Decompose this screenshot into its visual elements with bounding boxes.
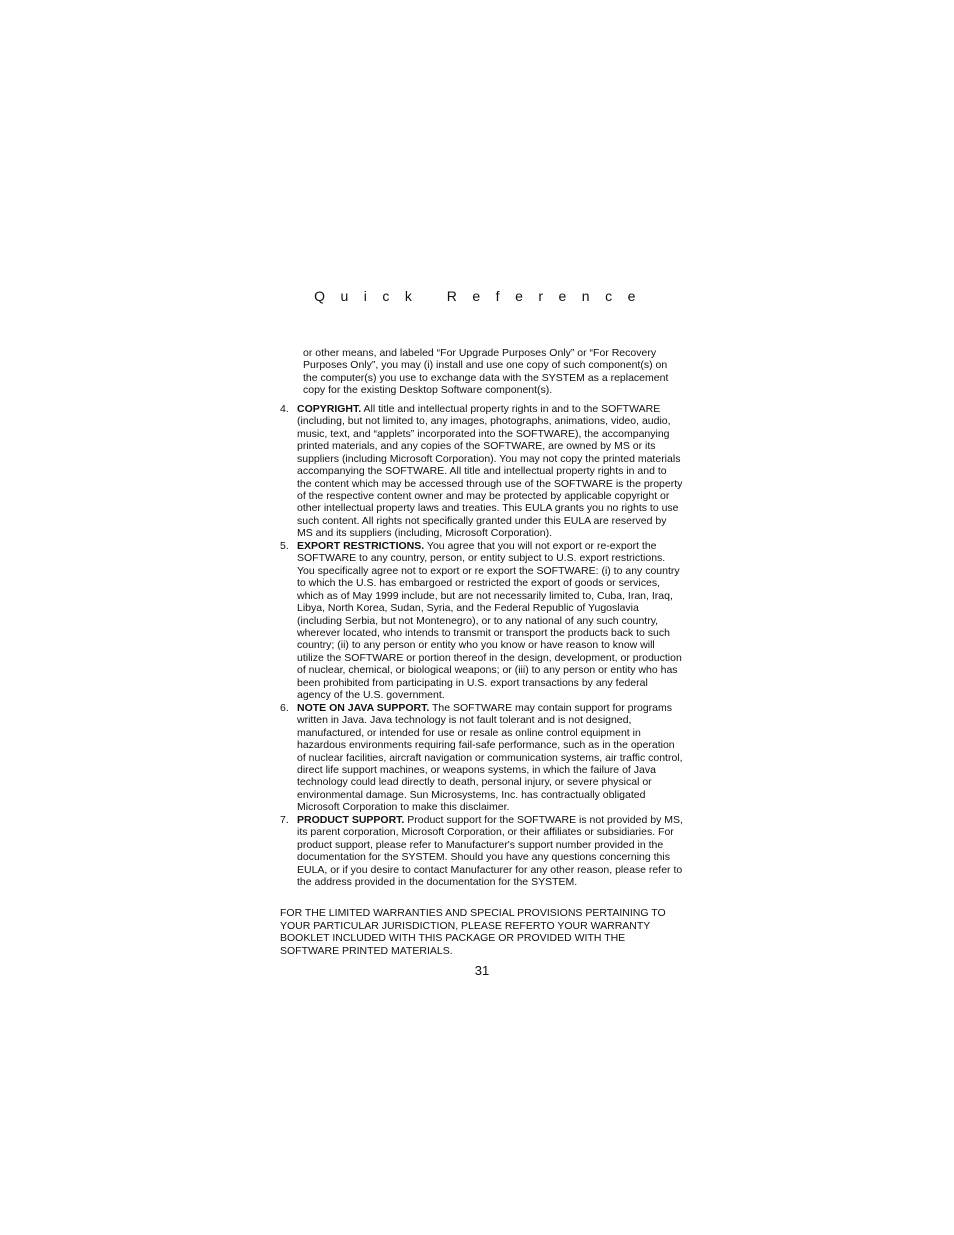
item-body: The SOFTWARE may contain support for programs written in Java. Java technology is not fault tolerant and is not designed, manufactured, or intended for use or resale as online control equipment in hazardous environments requiring fail-safe performance, such as in the operation of nuclear facilities, aircraft navigation or communication systems, air traffic control, direct life support machines, or weapons systems, in which the failure of Java technology could lead directly to death, personal injury, or severe physical or environmental damage. Sun Microsystems, Inc. has contractually obligated Microsoft Corporation to make this disclaimer. [297, 701, 683, 814]
item-heading: PRODUCT SUPPORT. [297, 813, 405, 826]
running-head: Quick Reference [314, 288, 651, 304]
eula-text-block [280, 347, 684, 957]
item-body: All title and intellectual property rights in and to the SOFTWARE (including, but not limited to, any images, photographs, animations, video, audio, music, text, and “applets” incorporated into the SOFTWARE), the accompanying printed materials, and any copies of the SOFTWARE, are owned by MS or its suppliers (including Microsoft Corporation). You may not copy the printed materials accompanying the SOFTWARE. All title and intellectual property rights in and to the content which may be accessed through use of the SOFTWARE is the property of the respective content owner and may be protected by applicable copyright or other intellectual property laws and treaties. This EULA grants you no rights to use such content. All rights not specifically granted under this EULA are reserved by MS and its suppliers (including, Microsoft Corporation). [297, 402, 683, 540]
eula-item-copyright [280, 403, 684, 540]
eula-item-export-restrictions [280, 540, 684, 702]
item-heading: NOTE ON JAVA SUPPORT. [297, 701, 430, 714]
item-number: 6. [280, 701, 289, 714]
item-heading: EXPORT RESTRICTIONS. [297, 539, 425, 552]
item-body: Product support for the SOFTWARE is not provided by MS, its parent corporation, Microsoft Corporation, or their affiliates or subsidiaries. For product support, please refer to Manufacturer's support number provided in the documentation for the SYSTEM. Should you have any questions concerning this EULA, or if you desire to contact Manufacturer for any other reason, please refer to the address provided in the documentation for the SYSTEM. [297, 813, 683, 889]
item-heading: COPYRIGHT. [297, 402, 362, 415]
item-body: You agree that you will not export or re-export the SOFTWARE to any country, person, or entity subject to U.S. export restrictions. You specifically agree not to export or re export the SOFTWARE: (i) to any country to which the U.S. has embargoed or restricted the export of goods or services, which as of May 1999 include, but are not necessarily limited to, Cuba, Iran, Iraq, Libya, North Korea, Sudan, Syria, and the Federal Republic of Yugoslavia (including Serbia, but not Montenegro), or to any national of any such country, wherever located, who intends to transmit or transport the products back to such country; (ii) to any person or entity who you know or have reason to know will utilize the SOFTWARE or portion thereof in the design, development, or production of nuclear, chemical, or biological weapons; or (iii) to any person or entity who has been prohibited from participating in U.S. export transactions by any federal agency of the U.S. government. [297, 539, 682, 702]
closing-paragraph: FOR THE LIMITED WARRANTIES AND SPECIAL PROVISIONS PERTAINING TO YOUR PARTICULAR JURISDICTION, PLEASE REFERTO YOUR WARRANTY BOOKLET INCLUDED WITH THIS PACKAGE OR PROVIDED WITH THE SOFTWARE PRINTED MATERIALS. [280, 907, 666, 957]
item-number: 4. [280, 402, 289, 415]
item-number: 5. [280, 539, 289, 552]
continuation-paragraph: or other means, and labeled “For Upgrade Purposes Only” or “For Recovery Purposes Only”, you may (i) install and use one copy of such component(s) on the computer(s) you use to exchange data with the SYSTEM as a replacement copy for the existing Desktop Software component(s). [303, 347, 669, 397]
page-number: 31 [474, 963, 490, 978]
eula-item-java-support [280, 702, 684, 814]
item-number: 7. [280, 813, 289, 826]
eula-item-product-support [280, 814, 684, 889]
